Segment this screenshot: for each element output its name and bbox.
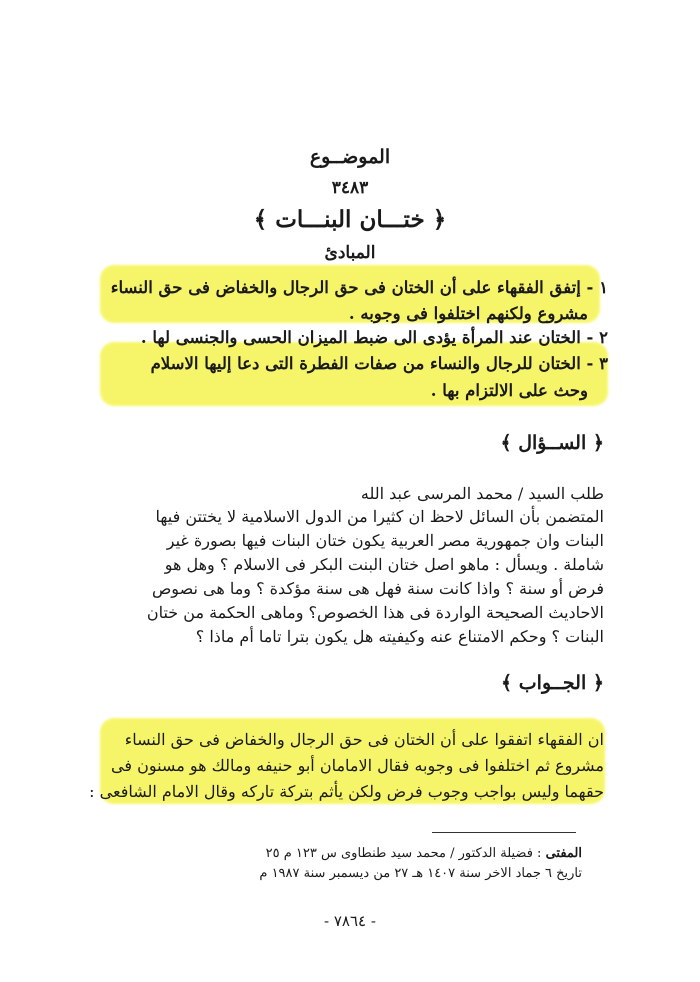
mufti-label: المفتى (545, 846, 582, 861)
question-line: طلب السيد / محمد المرسى عبد الله (360, 484, 604, 503)
answer-heading: ﴿ الجــواب ﴾ (501, 672, 604, 694)
mufti-name: : فضيلة الدكتور / محمد سيد طنطاوى س ١٢٣ م ٢٥ (265, 846, 542, 861)
footnote-mufti (266, 846, 582, 861)
page-title: ﴿ ختـــان البنـــات ﴾ (253, 206, 447, 233)
principles-heading: المبادئ (324, 243, 376, 263)
fatwa-number: ٣٤٨٣ (331, 178, 369, 198)
question-line: فرض أو سنة ؟ واذا كانت سنة فهل هى سنة مؤكدة ؟ وما هى نصوص (151, 579, 604, 598)
question-line: البنات وان جمهورية مصر العربية يكون ختان البنات فيها بصورة غير (166, 531, 604, 550)
question-heading: ﴿ الســؤال ﴾ (500, 432, 604, 454)
footnote-divider (432, 832, 576, 833)
question-line: الاحاديث الصحيحة الواردة فى هذا الخصوص؟ وماهى الحكمة من ختان (146, 603, 604, 622)
principle-line: ٣ - الختان للرجال والنساء من صفات الفطرة التى دعا إليها الاسلام (150, 354, 608, 373)
principle-line: وحث على الالتزام بها . (430, 381, 588, 400)
principle-line: ٢ - الختان عند المرأة يؤدى الى ضبط الميزان الحسى والجنسى لها . (140, 328, 608, 347)
footnote-date: تاريخ ٦ جماد الاخر سنة ١٤٠٧ هـ ٢٧ من ديسمبر سنة ١٩٨٧ م (259, 866, 582, 881)
question-line: شاملة . ويسأل : ماهو اصل ختان البنت البكر فى الاسلام ؟ وهل هو (164, 555, 604, 574)
answer-line: حقهما وليس بواجب وجوب فرض ولكن يأثم بتركة تاركه وقال الامام الشافعى : (89, 782, 604, 801)
question-line: البنات ؟ وحكم الامتناع عنه وكيفيته هل يكون بترا تاما أم ماذا ؟ (195, 627, 604, 646)
answer-line: ان الفقهاء اتفقوا على أن الختان فى حق الرجال والخفاض فى حق النساء (124, 730, 604, 749)
page-number: - ٧٨٦٤ - (324, 912, 376, 930)
question-line: المتضمن بأن السائل لاحظ ان كثيرا من الدول الاسلامية لا يختتن فيها (155, 507, 604, 526)
principle-line: ١ - إتفق الفقهاء على أن الختان فى حق الرجال والخفاض فى حق النساء (110, 278, 608, 297)
answer-line: مشروع ثم اختلفوا فى وجوبه فقال الامامان أبو حنيفه ومالك هو مسنون فى (111, 756, 604, 775)
topic-heading: الموضــوع (309, 146, 391, 168)
principle-line: مشروع ولكنهم اختلفوا فى وجوبه . (348, 304, 588, 323)
